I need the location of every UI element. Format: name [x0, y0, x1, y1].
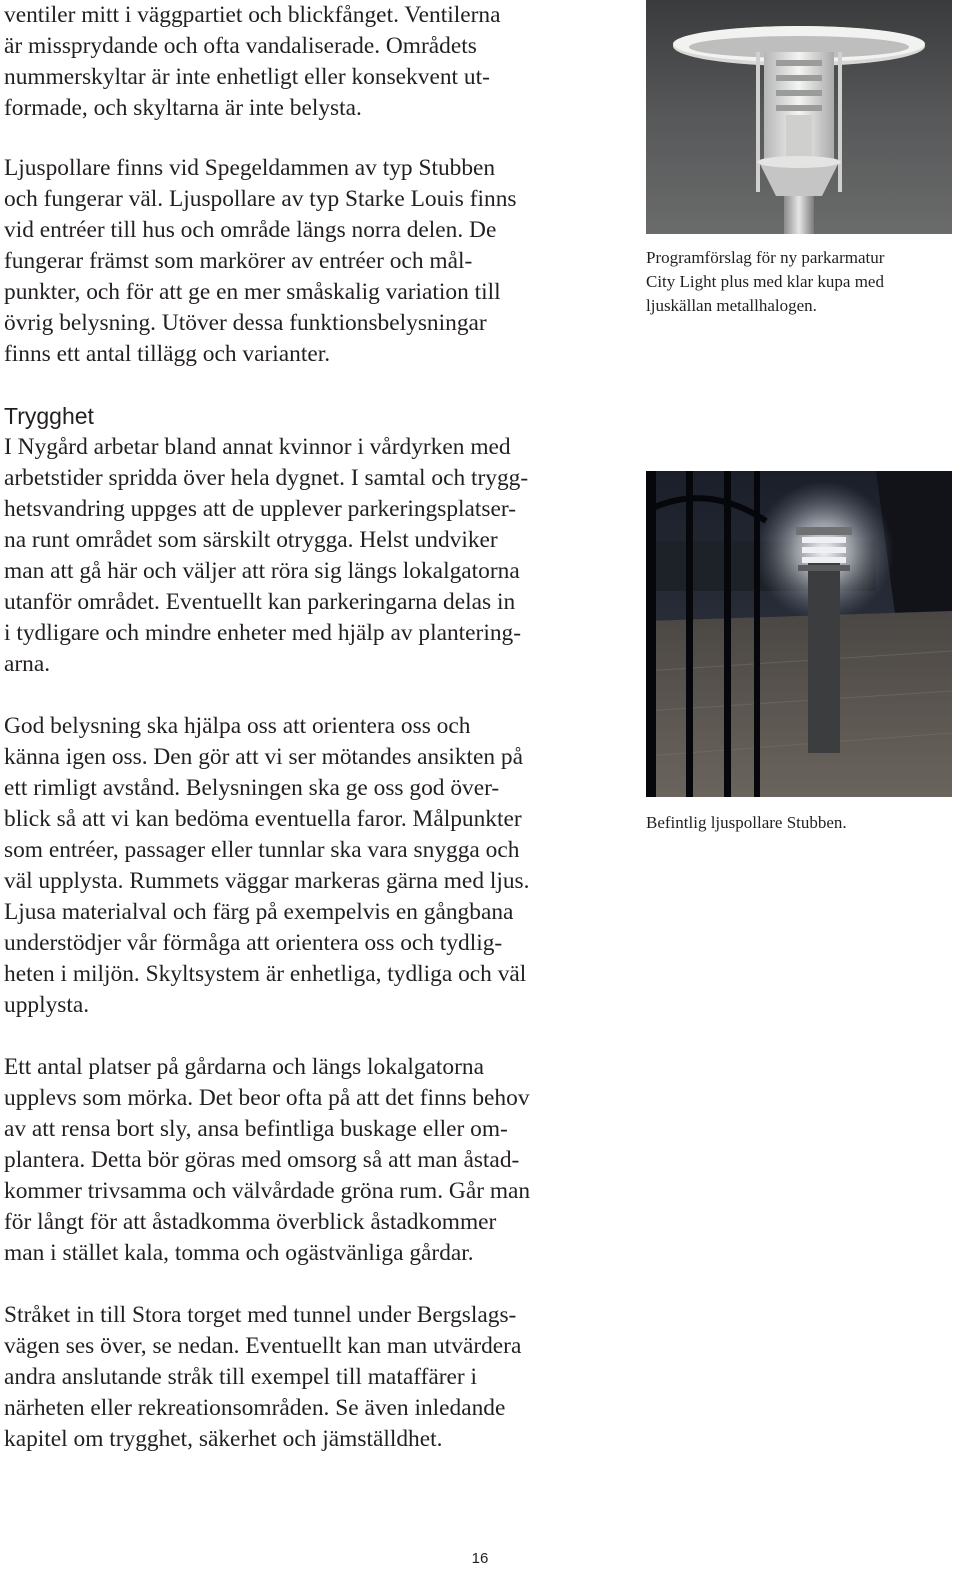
paragraph-straket [4, 1300, 594, 1455]
section-heading-trygghet: Trygghet [4, 403, 94, 429]
photo-stubben-bollard [646, 471, 952, 797]
paragraph-nygard [4, 432, 594, 680]
paragraph-text: ventiler mitt i väggpartiet och blickfånget. Ventilerna är missprydande och ofta vandaliserade. Områdets nummerskyltar är inte enhetligt eller konsekvent ut- formade, och skyltarna är inte belysta. [4, 2, 501, 121]
paragraph-ljuspollare [4, 153, 594, 370]
page-number: 16 [471, 1550, 489, 1567]
caption-text: Programförslag för ny parkarmatur City Light plus med klar kupa med ljuskällan metallhalogen. [646, 248, 885, 315]
caption-city-light [646, 246, 952, 318]
paragraph-text: Ett antal platser på gårdarna och längs lokalgatorna upplevs som mörka. Det beor ofta på att det finns behov av att rensa bort sly, ansa befintliga buskage eller om- plantera. Detta bör göras med omsorg så att man åstad- kommer trivsamma och välvårdade gröna rum. Går man för långt för att åstadkomma överblick åstadkommer man i stället kala, tomma och ogästvänliga gårdar. [4, 1054, 531, 1266]
paragraph-text: Stråket in till Stora torget med tunnel under Bergslags- vägen ses över, se nedan. Eventuellt kan man utvärdera andra anslutande stråk till exempel till mataffärer i närheten eller rekreationsområden. Se även inledande kapitel om trygghet, säkerhet och jämställdhet. [4, 1302, 522, 1452]
photo-city-light-lamp [646, 0, 952, 234]
paragraph-morka-platser [4, 1052, 594, 1269]
caption-text: Befintlig ljuspollare Stubben. [646, 813, 847, 832]
paragraph-ventiler [4, 0, 594, 124]
paragraph-god-belysning [4, 711, 594, 1021]
paragraph-text: Ljuspollare finns vid Spegeldammen av typ Stubben och fungerar väl. Ljuspollare av typ Starke Louis finns vid entréer till hus och område längs norra delen. De fungerar främst som markörer av entréer och mål- punkter, och för att ge en mer småskalig variation till övrig belysning. Utöver dessa funktionsbelysningar finns ett antal tillägg och varianter. [4, 155, 517, 367]
caption-stubben [646, 811, 952, 835]
paragraph-text: I Nygård arbetar bland annat kvinnor i vårdyrken med arbetstider spridda över hela dygnet. I samtal och trygg- hetsvandring uppges att de upplever parkeringsplatser- na runt området som särskilt otrygga. Helst undviker man att gå här och väljer att röra sig längs lokalgatorna utanför området. Eventuellt kan parkeringarna delas in i tydligare och mindre enheter med hjälp av plantering- arna. [4, 434, 529, 677]
paragraph-text: God belysning ska hjälpa oss att orientera oss och känna igen oss. Den gör att vi ser mötandes ansikten på ett rimligt avstånd. Belysningen ska ge oss god över- blick så att vi kan bedöma eventuella faror. Målpunkter som entréer, passager eller tunnlar ska vara snygga och väl upplysta. Rummets väggar markeras gärna med ljus. Ljusa materialval och färg på exempelvis en gångbana understödjer vår förmåga att orientera oss och tydlig- heten i miljön. Skyltsystem är enhetliga, tydliga och väl upplysta. [4, 713, 530, 1018]
